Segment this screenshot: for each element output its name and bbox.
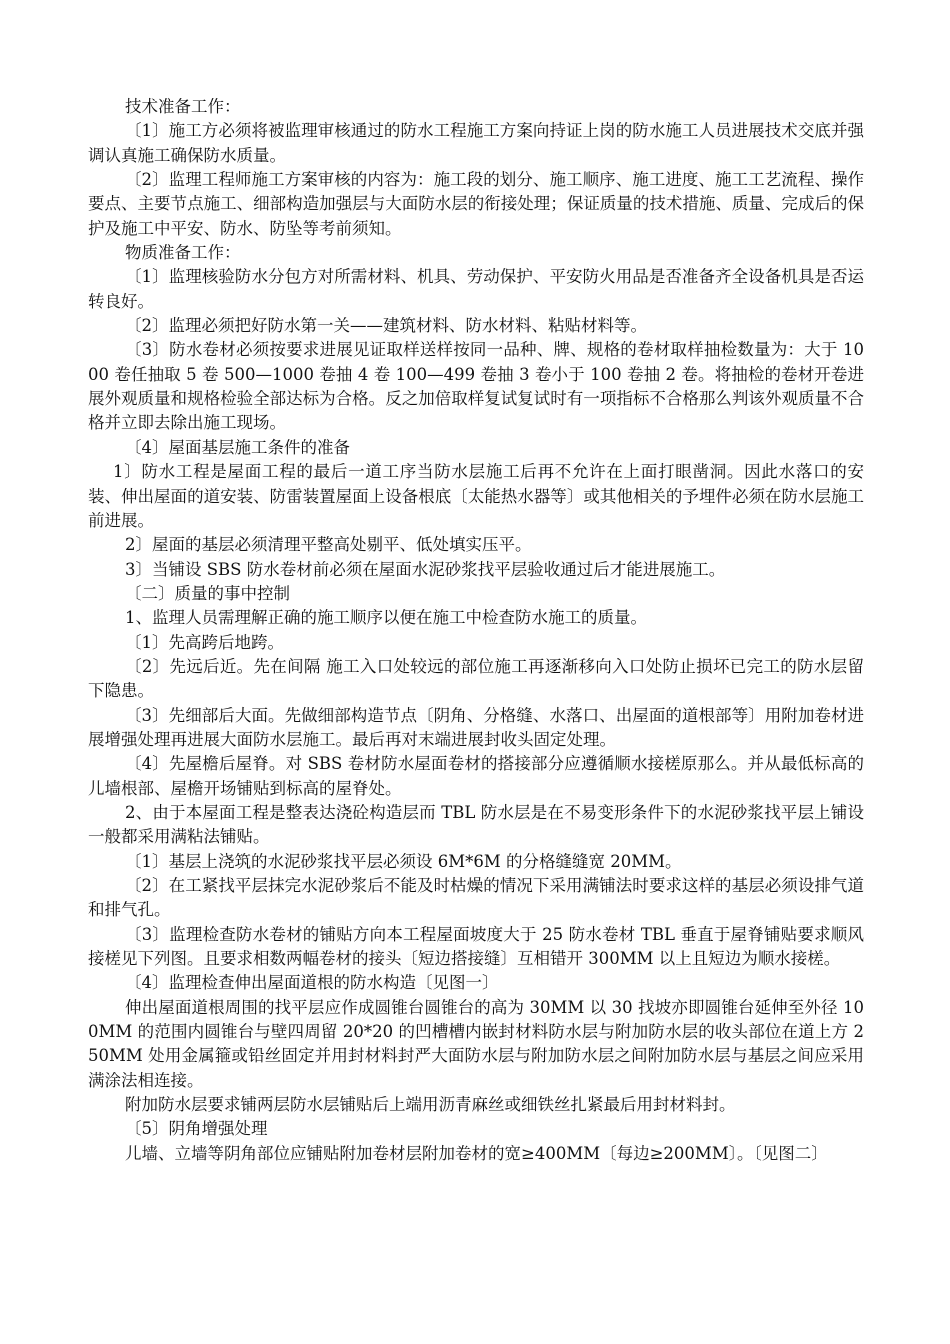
paragraph: 〔2〕先远后近。先在间隔 施工入口处较远的部位施工再逐渐移向入口处防止损坏已完工的防水层留下隐患。 (88, 656, 864, 701)
paragraph: 1、监理人员需理解正确的施工顺序以便在施工中检查防水施工的质量。 (125, 608, 647, 628)
paragraph: 〔3〕防水卷材必须按要求进展见证取样送样按同一品种、牌、规格的卷材取样抽检数量为：大于 1000 卷任抽取 5 卷 500—1000 卷抽 4 卷 100—499 卷抽 3 卷小于 100 卷抽 2 卷。将抽检的卷材开卷进展外观质量和规格检验全部达标为合格。反之加倍取样复试复试时有一项指标不合格那么判该外观质量不合格并立即去除出施工现场。 (88, 340, 864, 433)
paragraph: 〔3〕监理检查防水卷材的铺贴方向本工程屋面坡度大于 25 防水卷材 TBL 垂直于屋脊铺贴要求顺风接槎见下列图。且要求相数两幅卷材的接头〔短边搭接缝〕互相错开 300MM 以上且短边为顺水接槎。 (88, 924, 864, 969)
paragraph: 〔二〕质量的事中控制 (125, 583, 290, 603)
paragraph: 1〕防水工程是屋面工程的最后一道工序当防水层施工后再不允许在上面打眼凿洞。因此水落口的安装、伸出屋面的道安装、防雷装置屋面上设备根底〔太能热水器等〕或其他相关的予埋件必须在防水层施工前进展。 (88, 462, 864, 530)
paragraph: 〔1〕先高跨后地跨。 (125, 632, 284, 652)
paragraph: 附加防水层要求铺两层防水层铺贴后上端用沥青麻丝或细铁丝扎紧最后用封材料封。 (125, 1095, 736, 1115)
paragraph: 〔3〕先细部后大面。先做细部构造节点〔阴角、分格缝、水落口、出屋面的道根部等〕用附加卷材进展增强处理再进展大面防水层施工。最后再对末端进展封收头固定处理。 (88, 705, 864, 749)
paragraph: 〔1〕施工方必须将被监理审核通过的防水工程施工方案向持证上岗的防水施工人员进展技术交底并强调认真施工确保防水质量。 (88, 121, 864, 165)
paragraph: 〔4〕先屋檐后屋脊。对 SBS 卷材防水屋面卷材的搭接部分应遵循顺水接槎原那么。并从最低标高的儿墙根部、屋檐开场铺贴到标高的屋脊处。 (88, 754, 864, 798)
paragraph: 2〕屋面的基层必须清理平整高处剔平、低处填实压平。 (125, 535, 532, 555)
paragraph: 〔1〕基层上浇筑的水泥砂浆找平层必须设 6M*6M 的分格缝缝宽 20MM。 (125, 851, 682, 871)
paragraph: 〔1〕监理核验防水分包方对所需材料、机具、劳动保护、平安防火用品是否准备齐全设备机具是否运转良好。 (88, 267, 864, 311)
paragraph: 2、由于本屋面工程是整表达浇砼构造层而 TBL 防水层是在不易变形条件下的水泥砂浆找平层上铺设一般都采用满粘法铺贴。 (88, 802, 864, 847)
paragraph: 〔2〕监理必须把好防水第一关——建筑材料、防水材料、粘贴材料等。 (125, 316, 647, 336)
paragraph: 〔5〕阴角增强处理 (125, 1119, 268, 1139)
paragraph: 伸出屋面道根周围的找平层应作成圆锥台圆锥台的高为 30MM 以 30 找坡亦即圆锥台延伸至外径 100MM 的范围内圆锥台与壁四周留 20*20 的凹槽槽内嵌封材料防水层与附加防水层的收头部位在道上方 250MM 处用金属箍或铅丝固定并用封材料封严大面防水层与附加防水层之间附加防水层与基层之间应采用满涂法相连接。 (88, 997, 864, 1090)
paragraph: 〔4〕监理检查伸出屋面道根的防水构造〔见图一〕 (125, 973, 499, 993)
paragraph: 儿墙、立墙等阴角部位应铺贴附加卷材层附加卷材的宽≥400MM〔每边≥200MM〕。〔见图二〕 (125, 1143, 828, 1163)
paragraph: 3〕当铺设 SBS 防水卷材前必须在屋面水泥砂浆找平层验收通过后才能进展施工。 (125, 559, 726, 579)
paragraph: 物质准备工作： (125, 243, 241, 263)
paragraph: 技术准备工作： (125, 97, 241, 116)
paragraph: 〔4〕屋面基层施工条件的准备 (125, 437, 350, 457)
paragraph: 〔2〕监理工程师施工方案审核的内容为：施工段的划分、施工顺序、施工进度、施工工艺流程、操作要点、主要节点施工、细部构造加强层与大面防水层的衔接处理；保证质量的技术措施、质量、完成后的保护及施工中平安、防水、防坠等考前须知。 (88, 170, 864, 238)
paragraph: 〔2〕在工紧找平层抹完水泥砂浆后不能及时枯燥的情况下采用满铺法时要求这样的基层必须设排气道和排气孔。 (88, 876, 864, 920)
document-body (88, 95, 864, 1166)
